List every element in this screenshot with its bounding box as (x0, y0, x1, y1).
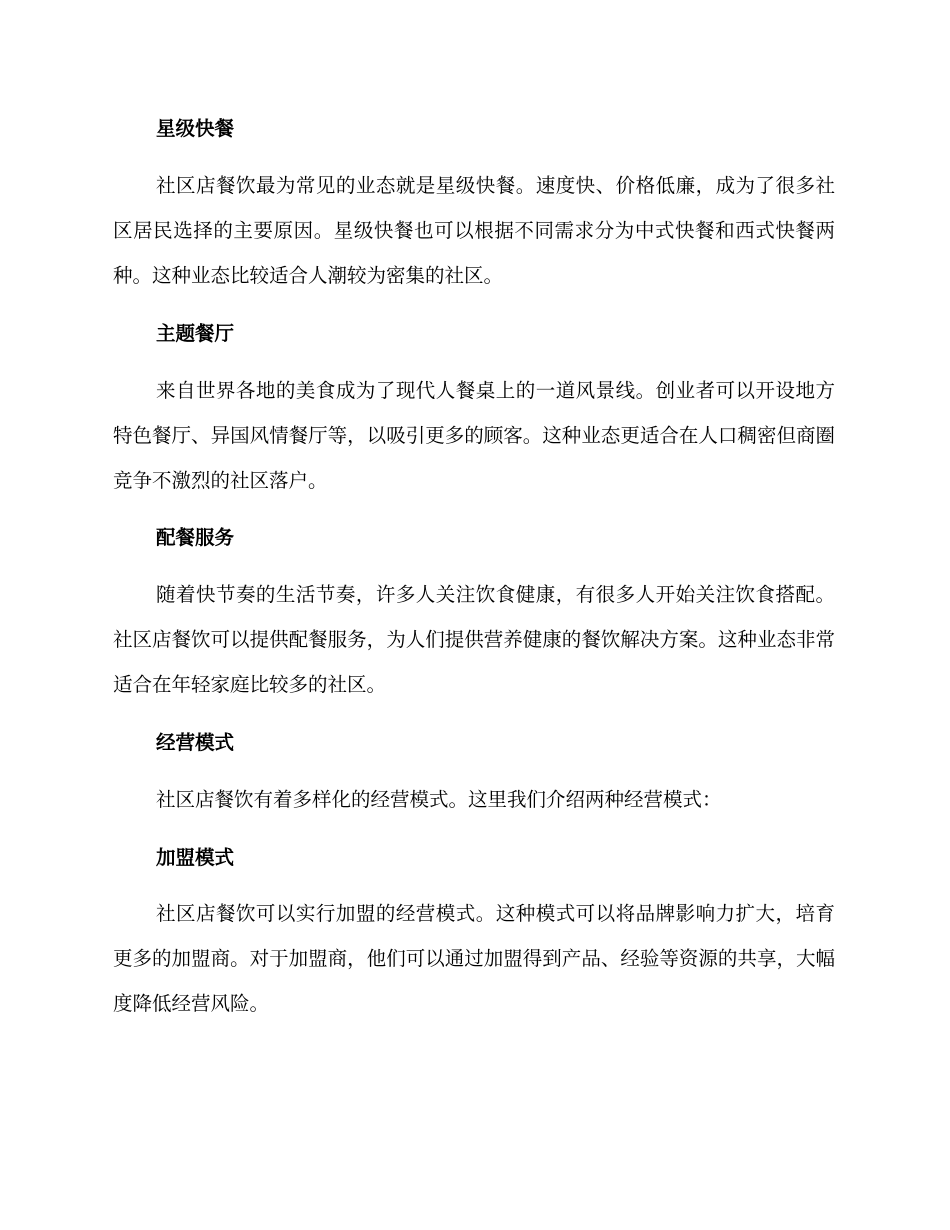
section-heading-business-model: 经营模式 (156, 731, 235, 754)
section-body-meal-service: 随着快节奏的生活节奏，许多人关注饮食健康，有很多人开始关注饮食搭配。社区店餐饮可以提供配餐服务，为人们提供营养健康的餐饮解决方案。这种业态非常适合在年轻家庭比较多的社区。 (113, 583, 835, 696)
section-body-star-fast-food: 社区店餐饮最为常见的业态就是星级快餐。速度快、价格低廉，成为了很多社区居民选择的主要原因。星级快餐也可以根据不同需求分为中式快餐和西式快餐两种。这种业态比较适合人潮较为密集的社区。 (113, 174, 835, 287)
section-heading-theme-restaurant: 主题餐厅 (156, 322, 235, 345)
section-body-business-model: 社区店餐饮有着多样化的经营模式。这里我们介绍两种经营模式： (156, 788, 722, 811)
section-body-franchise-model: 社区店餐饮可以实行加盟的经营模式。这种模式可以将品牌影响力扩大，培育更多的加盟商。对于加盟商，他们可以通过加盟得到产品、经验等资源的共享，大幅度降低经营风险。 (113, 902, 835, 1015)
section-heading-star-fast-food: 星级快餐 (156, 117, 235, 140)
section-heading-franchise-model: 加盟模式 (156, 846, 235, 869)
section-heading-meal-service: 配餐服务 (156, 526, 235, 549)
section-body-theme-restaurant: 来自世界各地的美食成为了现代人餐桌上的一道风景线。创业者可以开设地方特色餐厅、异国风情餐厅等，以吸引更多的顾客。这种业态更适合在人口稠密但商圈竞争不激烈的社区落户。 (113, 379, 835, 492)
